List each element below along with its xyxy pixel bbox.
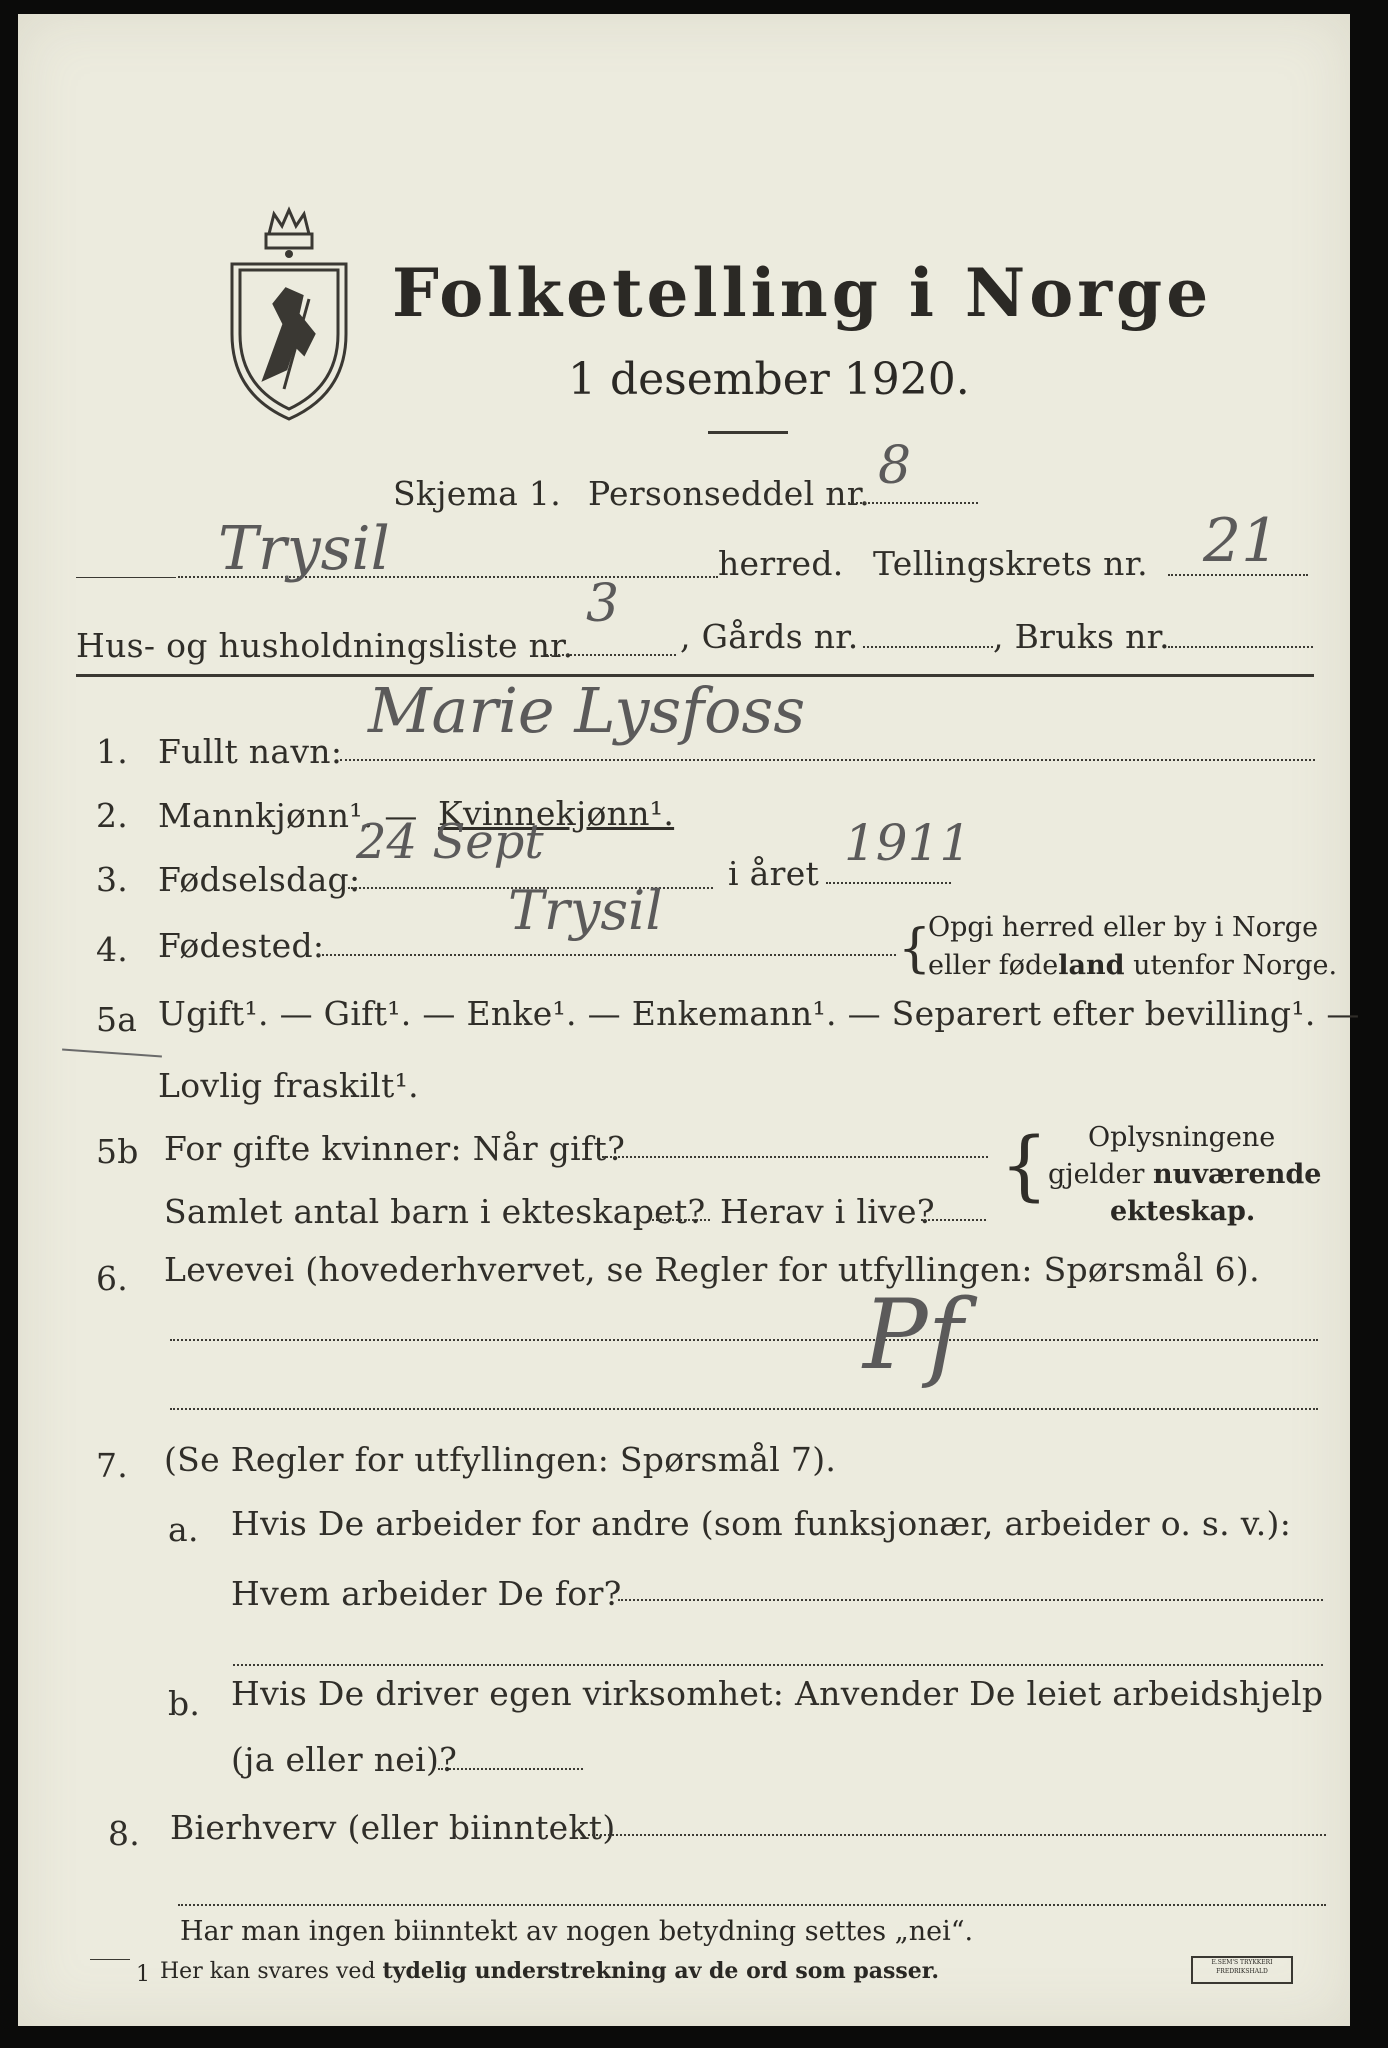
q1-value: Marie Lysfoss (368, 674, 806, 747)
q7a-line1: Hvis De arbeider for andre (som funksjonær, arbeider o. s. v.): (231, 1504, 1292, 1543)
footnote-text (160, 1958, 939, 1984)
q3-number: 3. (96, 860, 129, 899)
q7b-field (438, 1768, 583, 1770)
q5a-line1: Ugift¹. — Gift¹. — Enke¹. — Enkemann¹. — Separert efter bevilling¹. — (158, 994, 1360, 1033)
q5b-brace: { (1000, 1120, 1049, 1209)
q4-note-pre: eller føde (928, 950, 1059, 981)
personseddel-value: 8 (878, 436, 912, 496)
q6-number: 6. (96, 1259, 129, 1298)
q7-number: 7. (96, 1446, 129, 1485)
q3-year-value: 1911 (844, 814, 972, 872)
q4-note-line1: Opgi herred eller by i Norge (928, 912, 1319, 943)
q3-label: Fødselsdag: (158, 860, 361, 899)
q2-number: 2. (96, 796, 129, 835)
q8-field-line1 (588, 1834, 1326, 1836)
q5a-pen-mark (62, 1049, 162, 1058)
q8-note: Har man ingen biinntekt av nogen betydning settes „nei“. (180, 1916, 974, 1947)
q4-note-line2 (928, 950, 1337, 981)
q5b-number: 5b (96, 1132, 139, 1171)
census-form-sheet (18, 14, 1360, 2026)
q4-note-bold: land (1058, 950, 1125, 981)
q3-year-field (826, 882, 951, 884)
herred-label: herred. (718, 544, 844, 583)
q4-brace: { (898, 919, 932, 979)
q5b-line1: For gifte kvinner: Når gift? (164, 1129, 626, 1168)
q3-value: 24 Sept (356, 814, 544, 870)
bruks-field (1168, 646, 1313, 648)
footnote-divider (90, 1959, 130, 1960)
footnote-pre: Her kan svares ved (160, 1959, 383, 1984)
norway-coat-of-arms-icon (224, 204, 354, 424)
q5b-children-label: Samlet antal barn i ekteskapet? (164, 1192, 706, 1231)
q4-value: Trysil (508, 879, 663, 942)
q7-label: (Se Regler for utfyllingen: Spørsmål 7). (164, 1440, 837, 1479)
header-divider (708, 431, 788, 434)
form-title: Folketelling i Norge (392, 254, 1213, 332)
bruks-label: , Bruks nr. (993, 617, 1170, 656)
q7b-letter: b. (168, 1684, 201, 1723)
gards-field (863, 646, 993, 648)
q5a-line2: Lovlig fraskilt¹. (158, 1066, 419, 1105)
gards-label: , Gårds nr. (680, 617, 859, 656)
q5b-children-field (648, 1219, 710, 1221)
tellingskrets-label: Tellingskrets nr. (873, 544, 1148, 583)
q5b-note-line1: Oplysningene (1088, 1122, 1276, 1153)
q1-field (340, 759, 1315, 761)
q5a-number: 5a (96, 1000, 138, 1039)
skjema-label: Skjema 1. (393, 474, 562, 513)
q5b-alive-label: Herav i live? (720, 1192, 935, 1231)
q4-label: Fødested: (158, 926, 325, 965)
footnote-mark: 1 (136, 1962, 150, 1987)
q8-field-line2 (178, 1904, 1326, 1906)
q7b-line1: Hvis De driver egen virksomhet: Anvender De leiet arbeidshjelp (231, 1674, 1324, 1713)
tellingskrets-value: 21 (1203, 506, 1280, 576)
stamp-line1: E.SEM'S TRYKKERI (1211, 1959, 1273, 1966)
q7a-field-line1 (618, 1599, 1323, 1601)
q5b-note-pre: gjelder (1048, 1159, 1154, 1190)
q8-label: Bierhverv (eller biinntekt) (170, 1808, 616, 1847)
q5b-note-bold: nuværende (1153, 1159, 1322, 1190)
q5b-when-field (598, 1156, 988, 1158)
footnote-bold: tydelig understrekning av de ord som passer. (382, 1958, 940, 1984)
q7a-field-line2 (233, 1664, 1323, 1666)
q8-number: 8. (108, 1814, 141, 1853)
q4-number: 4. (96, 930, 129, 969)
printer-stamp (1191, 1956, 1293, 1984)
personseddel-field (848, 502, 978, 504)
q4-field (318, 954, 896, 956)
q2-female: Kvinnekjønn¹. (438, 794, 675, 833)
q2-male: Mannkjønn¹. — (158, 796, 418, 835)
personseddel-label: Personseddel nr. (588, 474, 871, 513)
husliste-value: 3 (586, 574, 620, 634)
q4-note-post: utenfor Norge. (1124, 950, 1338, 981)
q6-label: Levevei (hovederhvervet, se Regler for utfyllingen: Spørsmål 6). (164, 1250, 1260, 1289)
q6-value: Pf (863, 1279, 964, 1391)
q7a-letter: a. (168, 1510, 199, 1549)
q5b-note-line3: ekteskap. (1110, 1196, 1256, 1227)
q6-field-line2 (170, 1408, 1318, 1410)
q7b-line2: (ja eller nei)? (231, 1740, 458, 1779)
stamp-line2: FREDRIKSHALD (1216, 1968, 1268, 1975)
q7a-line2: Hvem arbeider De for? (231, 1574, 622, 1613)
q1-number: 1. (96, 732, 129, 771)
husliste-field (546, 654, 676, 656)
q5b-note-line2 (1048, 1159, 1321, 1190)
q6-field-line1 (170, 1339, 1318, 1341)
herred-value: Trysil (218, 514, 390, 584)
q3-year-label: i året (728, 854, 820, 893)
q1-label: Fullt navn: (158, 732, 343, 771)
q5b-alive-field (921, 1219, 986, 1221)
husliste-label: Hus- og husholdningsliste nr. (76, 626, 574, 665)
census-date: 1 desember 1920. (568, 354, 970, 405)
herred-rule-left (76, 577, 176, 578)
